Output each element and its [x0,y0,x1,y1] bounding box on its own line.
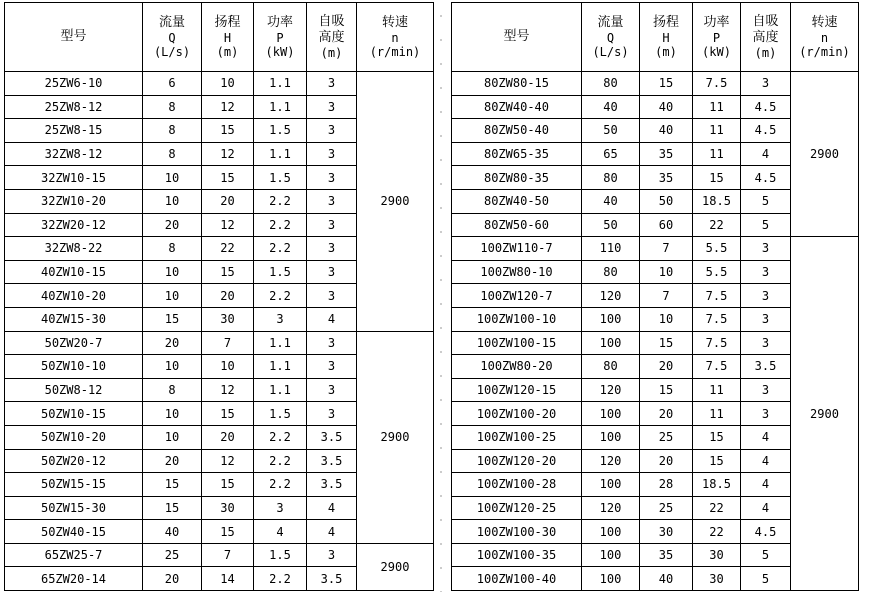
header-line: n [820,31,829,45]
power-cell: 2.2 [254,425,307,449]
flow-cell: 40 [582,189,640,213]
suction-height-cell: 3 [307,166,357,190]
head-cell: 25 [640,496,693,520]
head-cell: 15 [202,520,254,544]
suction-height-cell: 3.5 [741,355,791,379]
flow-cell: 8 [143,95,202,119]
flow-cell: 10 [143,425,202,449]
suction-height-cell: 3 [741,72,791,96]
suction-height-cell: 3 [307,543,357,567]
flow-cell: 80 [582,355,640,379]
header-line: 型号 [503,29,530,44]
head-cell: 30 [202,496,254,520]
header-line: H [662,31,670,45]
suction-height-cell: 4.5 [741,166,791,190]
header-suction-height [741,3,791,72]
model-cell: 80ZW50-40 [452,119,582,143]
head-cell: 12 [202,449,254,473]
power-cell: 22 [693,213,741,237]
model-cell: 100ZW100-10 [452,307,582,331]
head-cell: 7 [640,284,693,308]
head-cell: 15 [640,72,693,96]
suction-height-cell: 4 [741,473,791,497]
speed-cell: 2900 [791,72,859,237]
power-cell: 2.2 [254,567,307,591]
header-line: 扬程 [652,15,679,30]
power-cell: 11 [693,119,741,143]
model-cell: 100ZW120-7 [452,284,582,308]
suction-height-cell: 3 [307,378,357,402]
model-cell: 50ZW10-15 [5,402,143,426]
head-cell: 12 [202,142,254,166]
flow-cell: 20 [143,449,202,473]
model-cell: 50ZW15-30 [5,496,143,520]
power-cell: 2.2 [254,237,307,261]
power-cell: 1.5 [254,402,307,426]
power-cell: 2.2 [254,449,307,473]
model-cell: 50ZW15-15 [5,473,143,497]
suction-height-cell: 4 [307,520,357,544]
head-cell: 20 [202,284,254,308]
head-cell: 40 [640,567,693,591]
model-cell: 25ZW8-15 [5,119,143,143]
header-line: 流量 [597,15,624,30]
header-head [202,3,254,72]
flow-cell: 8 [143,142,202,166]
table-row [5,543,434,567]
suction-height-cell: 3 [741,237,791,261]
suction-height-cell: 4 [741,449,791,473]
flow-cell: 50 [582,213,640,237]
pump-spec-table-left [4,2,434,591]
header-line: n [391,31,399,45]
flow-cell: 100 [582,473,640,497]
power-cell: 1.1 [254,378,307,402]
suction-height-cell: 3 [741,260,791,284]
flow-cell: 120 [582,449,640,473]
table-row [5,331,434,355]
power-cell: 7.5 [693,331,741,355]
head-cell: 25 [640,425,693,449]
flow-cell: 15 [143,496,202,520]
model-cell: 100ZW80-20 [452,355,582,379]
model-cell: 80ZW40-50 [452,189,582,213]
suction-height-cell: 3 [307,213,357,237]
table-row [452,72,859,96]
head-cell: 15 [202,402,254,426]
suction-height-cell: 3 [307,331,357,355]
table-header-row [452,3,859,72]
power-cell: 11 [693,142,741,166]
flow-cell: 110 [582,237,640,261]
power-cell: 2.2 [254,473,307,497]
model-cell: 50ZW40-15 [5,520,143,544]
flow-cell: 8 [143,119,202,143]
head-cell: 28 [640,473,693,497]
head-cell: 15 [202,473,254,497]
suction-height-cell: 3 [307,119,357,143]
suction-height-cell: 5 [741,213,791,237]
power-cell: 1.5 [254,260,307,284]
suction-height-cell: 4.5 [741,95,791,119]
head-cell: 10 [202,72,254,96]
flow-cell: 20 [143,567,202,591]
pump-spec-table-right [451,2,859,591]
model-cell: 100ZW120-20 [452,449,582,473]
flow-cell: 8 [143,237,202,261]
power-cell: 2.2 [254,213,307,237]
power-cell: 5.5 [693,237,741,261]
head-cell: 20 [202,425,254,449]
model-cell: 100ZW100-20 [452,402,582,426]
head-cell: 7 [640,237,693,261]
suction-height-cell: 5 [741,189,791,213]
head-cell: 30 [202,307,254,331]
head-cell: 7 [202,331,254,355]
head-cell: 15 [202,119,254,143]
suction-height-cell: 3 [307,189,357,213]
power-cell: 1.1 [254,72,307,96]
flow-cell: 100 [582,331,640,355]
model-cell: 100ZW100-35 [452,543,582,567]
head-cell: 35 [640,166,693,190]
suction-height-cell: 3 [307,260,357,284]
header-line: 自吸 [752,14,779,29]
header-line: P [276,31,284,45]
suction-height-cell: 3 [307,142,357,166]
model-cell: 40ZW10-15 [5,260,143,284]
model-cell: 50ZW8-12 [5,378,143,402]
power-cell: 2.2 [254,284,307,308]
head-cell: 50 [640,189,693,213]
suction-height-cell: 4 [307,307,357,331]
power-cell: 15 [693,449,741,473]
header-line: 自吸 [318,14,345,29]
suction-height-cell: 3.5 [307,449,357,473]
power-cell: 15 [693,425,741,449]
head-cell: 14 [202,567,254,591]
model-cell: 32ZW8-22 [5,237,143,261]
suction-height-cell: 3 [307,237,357,261]
speed-cell: 2900 [791,237,859,591]
head-cell: 20 [640,449,693,473]
power-cell: 30 [693,567,741,591]
flow-cell: 120 [582,496,640,520]
divider-dots [437,4,445,592]
power-cell: 7.5 [693,72,741,96]
head-cell: 15 [202,166,254,190]
header-line: (r/min) [799,45,850,59]
flow-cell: 10 [143,355,202,379]
head-cell: 35 [640,142,693,166]
head-cell: 12 [202,95,254,119]
flow-cell: 50 [582,119,640,143]
model-cell: 32ZW20-12 [5,213,143,237]
flow-cell: 100 [582,425,640,449]
model-cell: 50ZW20-7 [5,331,143,355]
header-line: H [223,31,232,45]
model-cell: 100ZW120-15 [452,378,582,402]
model-cell: 100ZW100-15 [452,331,582,355]
suction-height-cell: 5 [741,567,791,591]
power-cell: 11 [693,95,741,119]
model-cell: 80ZW65-35 [452,142,582,166]
header-line: (L/s) [592,45,629,59]
header-line: 转速 [811,15,838,30]
suction-height-cell: 3 [741,331,791,355]
table-body [5,72,434,591]
head-cell: 22 [202,237,254,261]
suction-height-cell: 4 [741,142,791,166]
head-cell: 30 [640,520,693,544]
flow-cell: 25 [143,543,202,567]
head-cell: 7 [202,543,254,567]
header-model [5,3,143,72]
model-cell: 40ZW15-30 [5,307,143,331]
flow-cell: 100 [582,307,640,331]
head-cell: 15 [640,331,693,355]
suction-height-cell: 3 [307,95,357,119]
header-power [693,3,741,72]
header-speed [357,3,434,72]
flow-cell: 10 [143,402,202,426]
flow-cell: 6 [143,72,202,96]
model-cell: 65ZW20-14 [5,567,143,591]
flow-cell: 80 [582,260,640,284]
power-cell: 1.1 [254,355,307,379]
header-power [254,3,307,72]
flow-cell: 80 [582,72,640,96]
power-cell: 3 [254,496,307,520]
power-cell: 1.1 [254,331,307,355]
header-flow [143,3,202,72]
model-cell: 65ZW25-7 [5,543,143,567]
model-cell: 50ZW20-12 [5,449,143,473]
flow-cell: 100 [582,543,640,567]
header-flow [582,3,640,72]
flow-cell: 100 [582,567,640,591]
header-head [640,3,693,72]
suction-height-cell: 3 [741,307,791,331]
header-line: (m) [754,46,777,60]
model-cell: 50ZW10-10 [5,355,143,379]
header-line: (m) [320,46,343,60]
power-cell: 1.5 [254,543,307,567]
head-cell: 12 [202,378,254,402]
speed-cell: 2900 [357,331,434,543]
suction-height-cell: 4 [741,496,791,520]
header-line: (r/min) [369,45,421,59]
suction-height-cell: 3 [307,284,357,308]
model-cell: 40ZW10-20 [5,284,143,308]
header-line: 型号 [60,29,87,44]
head-cell: 10 [640,260,693,284]
flow-cell: 100 [582,402,640,426]
power-cell: 3 [254,307,307,331]
table-header-row [5,3,434,72]
power-cell: 4 [254,520,307,544]
model-cell: 100ZW100-25 [452,425,582,449]
power-cell: 1.5 [254,166,307,190]
model-cell: 50ZW10-20 [5,425,143,449]
speed-cell: 2900 [357,543,434,590]
header-line: 高度 [752,30,779,45]
flow-cell: 8 [143,378,202,402]
suction-height-cell: 3.5 [307,425,357,449]
header-speed [791,3,859,72]
flow-cell: 10 [143,260,202,284]
header-line: P [712,31,721,45]
head-cell: 40 [640,95,693,119]
model-cell: 100ZW100-40 [452,567,582,591]
header-line: Q [606,31,615,45]
table-row [452,237,859,261]
head-cell: 10 [202,355,254,379]
header-line: (L/s) [153,45,191,59]
suction-height-cell: 4 [307,496,357,520]
header-line: (kW) [265,45,295,59]
suction-height-cell: 5 [741,543,791,567]
speed-cell: 2900 [357,72,434,332]
header-line: (m) [216,45,239,59]
head-cell: 20 [640,402,693,426]
model-cell: 100ZW110-7 [452,237,582,261]
suction-height-cell: 4 [741,425,791,449]
model-cell: 25ZW8-12 [5,95,143,119]
power-cell: 7.5 [693,355,741,379]
header-line: Q [168,31,176,45]
model-cell: 80ZW40-40 [452,95,582,119]
power-cell: 11 [693,402,741,426]
flow-cell: 15 [143,473,202,497]
header-suction-height [307,3,357,72]
head-cell: 15 [202,260,254,284]
flow-cell: 15 [143,307,202,331]
head-cell: 35 [640,543,693,567]
header-line: 高度 [318,30,345,45]
model-cell: 32ZW10-15 [5,166,143,190]
suction-height-cell: 3 [741,402,791,426]
head-cell: 20 [640,355,693,379]
header-line: 功率 [703,15,730,30]
power-cell: 5.5 [693,260,741,284]
model-cell: 100ZW100-30 [452,520,582,544]
power-cell: 1.1 [254,95,307,119]
flow-cell: 40 [143,520,202,544]
flow-cell: 10 [143,189,202,213]
head-cell: 20 [202,189,254,213]
flow-cell: 20 [143,213,202,237]
model-cell: 80ZW80-35 [452,166,582,190]
header-line: 功率 [266,15,293,30]
model-cell: 32ZW10-20 [5,189,143,213]
model-cell: 32ZW8-12 [5,142,143,166]
model-cell: 80ZW80-15 [452,72,582,96]
suction-height-cell: 4.5 [741,119,791,143]
model-cell: 25ZW6-10 [5,72,143,96]
head-cell: 60 [640,213,693,237]
flow-cell: 65 [582,142,640,166]
suction-height-cell: 3.5 [307,567,357,591]
model-cell: 100ZW120-25 [452,496,582,520]
head-cell: 10 [640,307,693,331]
suction-height-cell: 3 [741,284,791,308]
head-cell: 12 [202,213,254,237]
power-cell: 18.5 [693,473,741,497]
suction-height-cell: 3.5 [307,473,357,497]
power-cell: 1.5 [254,119,307,143]
suction-height-cell: 3 [307,355,357,379]
model-cell: 100ZW100-28 [452,473,582,497]
model-cell: 80ZW50-60 [452,213,582,237]
flow-cell: 10 [143,284,202,308]
power-cell: 30 [693,543,741,567]
header-line: (kW) [702,45,731,59]
power-cell: 11 [693,378,741,402]
suction-height-cell: 3 [307,402,357,426]
power-cell: 15 [693,166,741,190]
flow-cell: 10 [143,166,202,190]
head-cell: 15 [640,378,693,402]
flow-cell: 120 [582,378,640,402]
power-cell: 7.5 [693,307,741,331]
header-model [452,3,582,72]
power-cell: 22 [693,520,741,544]
power-cell: 18.5 [693,189,741,213]
model-cell: 100ZW80-10 [452,260,582,284]
suction-height-cell: 3 [741,378,791,402]
flow-cell: 100 [582,520,640,544]
power-cell: 1.1 [254,142,307,166]
power-cell: 2.2 [254,189,307,213]
power-cell: 22 [693,496,741,520]
power-cell: 7.5 [693,284,741,308]
flow-cell: 80 [582,166,640,190]
flow-cell: 20 [143,331,202,355]
flow-cell: 120 [582,284,640,308]
header-line: (m) [655,45,677,59]
head-cell: 40 [640,119,693,143]
suction-height-cell: 4.5 [741,520,791,544]
header-line: 扬程 [214,15,241,30]
suction-height-cell: 3 [307,72,357,96]
table-row [5,72,434,96]
table-body [452,72,859,591]
header-line: 流量 [158,15,185,30]
flow-cell: 40 [582,95,640,119]
header-line: 转速 [381,15,408,30]
